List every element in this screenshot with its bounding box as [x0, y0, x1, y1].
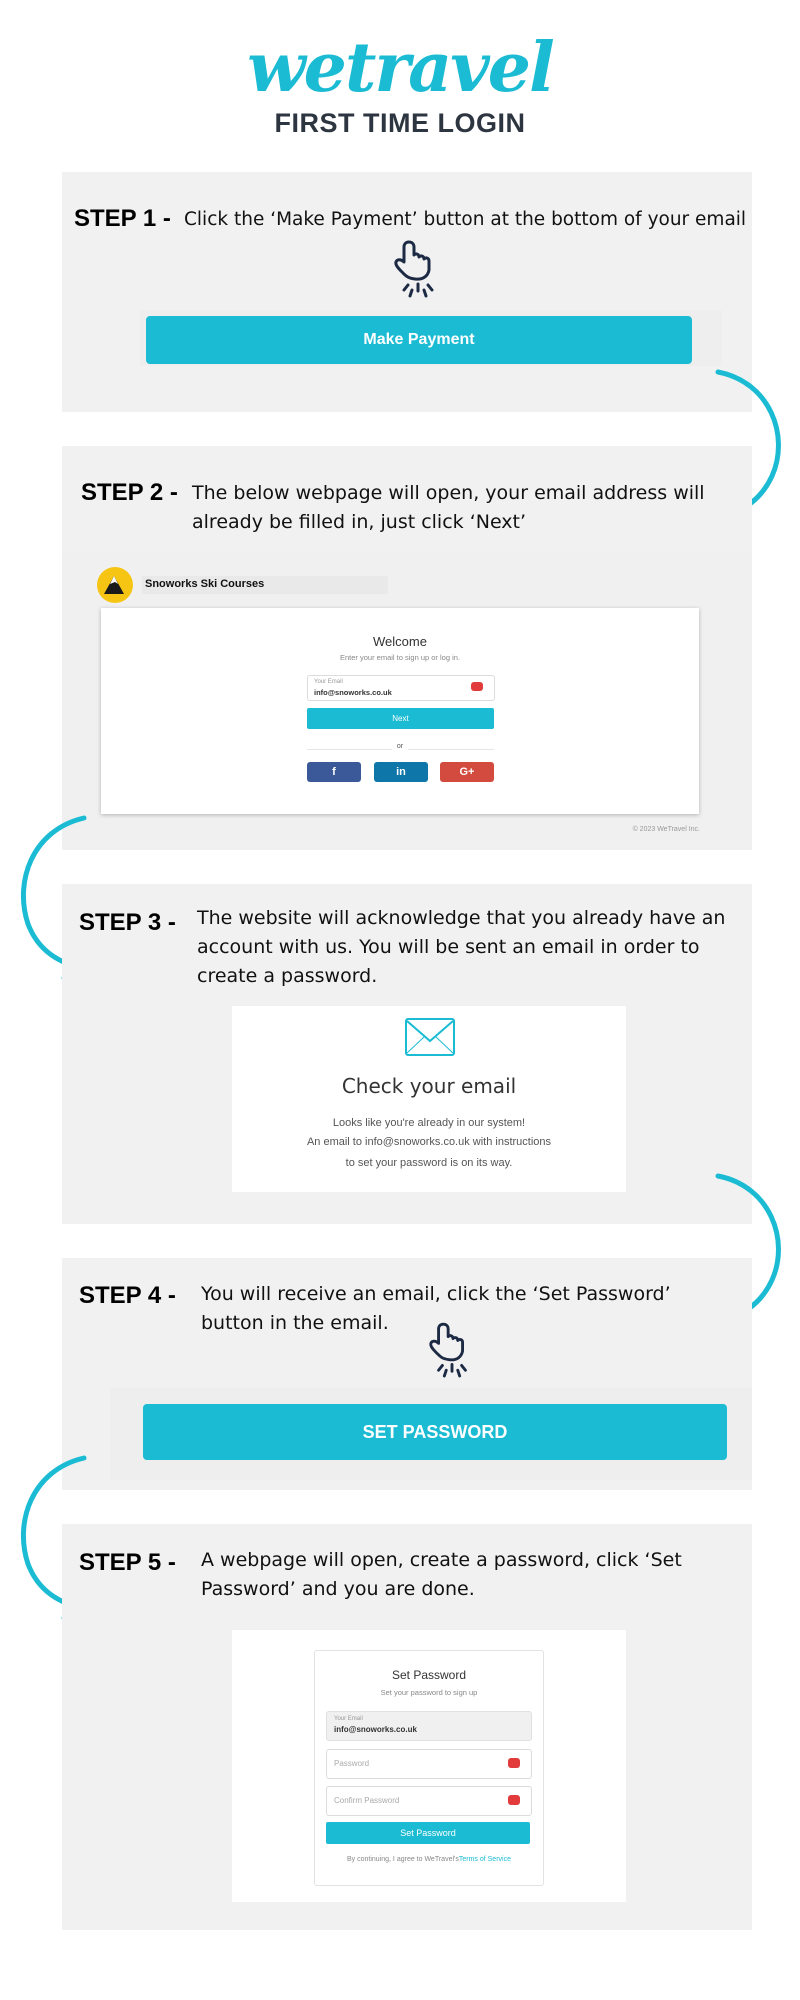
- step-5-label: STEP 5 -: [79, 1549, 176, 1576]
- step-4-text: You will receive an email, click the ‘Set Password’ button in the email.: [201, 1283, 671, 1334]
- set-password-submit-button[interactable]: Set Password: [326, 1822, 530, 1844]
- step-3-label: STEP 3 -: [79, 909, 176, 936]
- wetravel-logo: wetravel: [247, 28, 553, 108]
- terms-prefix: By continuing, I agree to WeTravel's: [347, 1856, 459, 1863]
- or-text: or: [392, 743, 408, 750]
- pointing-hand-icon: [393, 238, 443, 304]
- welcome-subtitle: Enter your email to sign up or log in.: [339, 653, 461, 662]
- step-2-label: STEP 2 -: [81, 479, 178, 506]
- password-placeholder: Password: [334, 1759, 370, 1768]
- email-field-label: Your Email: [314, 679, 343, 685]
- email-field-label: Your Email: [334, 1716, 363, 1722]
- envelope-icon: [404, 1017, 456, 1057]
- email-field-value: info@snoworks.co.uk: [334, 1725, 417, 1734]
- step-1-text: Click the ‘Make Payment’ button at the bottom of your email: [184, 209, 747, 230]
- set-password-title: Set Password: [391, 1668, 467, 1682]
- step-1-label: STEP 1 -: [74, 205, 171, 232]
- step-5-text: A webpage will open, create a password, click ‘Set Password’ and you are done.: [201, 1549, 682, 1600]
- step-2-text: The below webpage will open, your email address will already be filled in, just click ‘Next’: [192, 482, 705, 533]
- welcome-title: Welcome: [373, 634, 427, 649]
- step-3-text: The website will acknowledge that you already have an account with us. You will be sent an email in order to create a password.: [197, 907, 726, 987]
- check-email-line-3: to set your password is on its way.: [345, 1157, 513, 1169]
- copyright: © 2023 WeTravel Inc.: [632, 826, 700, 833]
- terms-link[interactable]: Terms of Service: [458, 1856, 511, 1863]
- set-password-email-button[interactable]: SET PASSWORD: [143, 1404, 727, 1460]
- snoworks-logo-icon: [96, 566, 134, 604]
- terms-text: [314, 1856, 544, 1863]
- confirm-password-placeholder: Confirm Password: [334, 1796, 400, 1805]
- page-title: FIRST TIME LOGIN: [274, 108, 526, 138]
- email-field-value: info@snoworks.co.uk: [314, 688, 392, 697]
- check-email-title: Check your email: [341, 1074, 517, 1098]
- org-name: Snoworks Ski Courses: [145, 578, 265, 590]
- check-email-line-1: Looks like you're already in our system!: [332, 1117, 526, 1129]
- set-password-subtitle: Set your password to sign up: [380, 1688, 478, 1697]
- google-button[interactable]: G+: [440, 762, 494, 782]
- autofill-icon: [508, 1758, 520, 1768]
- make-payment-button[interactable]: Make Payment: [146, 316, 692, 364]
- next-button[interactable]: Next: [307, 708, 494, 729]
- autofill-icon: [508, 1795, 520, 1805]
- step-4-label: STEP 4 -: [79, 1282, 176, 1309]
- linkedin-button[interactable]: in: [374, 762, 428, 782]
- facebook-button[interactable]: f: [307, 762, 361, 782]
- check-email-line-2: An email to info@snoworks.co.uk with instructions: [306, 1136, 552, 1148]
- pointing-hand-icon: [428, 1320, 476, 1384]
- autofill-icon: [471, 682, 483, 691]
